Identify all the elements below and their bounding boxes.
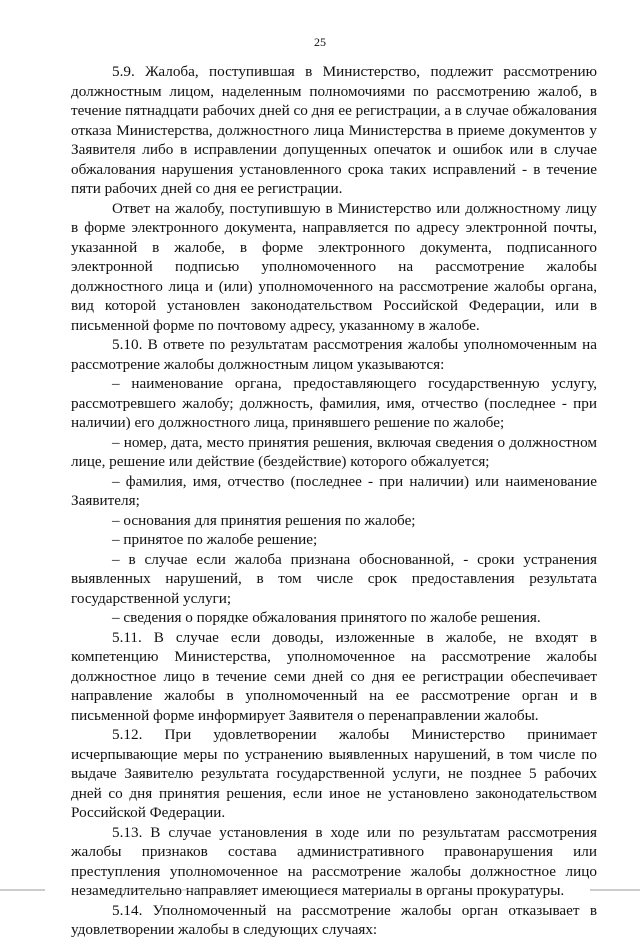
list-item-appeal-procedure: – сведения о порядке обжалования принятого по жалобе решения.: [112, 609, 541, 626]
paragraph-5-13: 5.13. В случае установления в ходе или по результатам рассмотрения жалобы признаков состава административного правонарушения или преступления уполномоченное на рассмотрение жалобы должностное лицо незамедлительно направляет имеющиеся материалы в органы прокуратуры.: [71, 823, 597, 899]
paragraph-5-9: 5.9. Жалоба, поступившая в Министерство, подлежит рассмотрению должностным лицом, наделенным полномочиями по рассмотрению жалоб, в течение пятнадцати рабочих дней со дня ее регистрации, а в случае обжалования отказа Министерства, должностного лица Министерства в приеме документов у Заявителя либо в исправлении допущенных опечаток и ошибок или в случае обжалования нарушения установленного срока таких исправлений - в течение пяти рабочих дней со дня ее регистрации.: [71, 63, 597, 197]
list-item-grounds: – основания для принятия решения по жалобе;: [112, 511, 416, 529]
list-item-remedy-deadlines: – в случае если жалоба признана обоснованной, - сроки устранения выявленных нарушений, в том числе срок предоставления результата государственной услуги;: [71, 550, 597, 607]
paragraph-5-12: 5.12. При удовлетворении жалобы Министерство принимает исчерпывающие меры по устранению выявленных нарушений, в том числе по выдаче Заявителю результата государственной услуги, не позднее 5 рабочих дней со дня принятия решения, если иное не установлено законодательством Российской Федерации.: [71, 726, 597, 821]
document-body: [71, 62, 597, 940]
list-item-applicant-name: – фамилия, имя, отчество (последнее - при наличии) или наименование Заявителя;: [71, 472, 597, 509]
paragraph-response-form: Ответ на жалобу, поступившую в Министерство или должностному лицу в форме электронного документа, направляется по адресу электронной почты, указанной в жалобе, в форме электронного документа, подписанного электронной подписью уполномоченного на рассмотрение жалобы должностного лица и (или) уполномоченного на рассмотрение жалобы органа, вид которой установлен законодательством Российской Федерации, или в письменной форме по почтовому адресу, указанному в жалобе.: [71, 199, 597, 334]
list-item-authority-name: – наименование органа, предоставляющего государственную услугу, рассмотревшего жалобу; должность, фамилия, имя, отчество (последнее - при наличии) его должностного лица, принявшего решение по жалобе;: [71, 375, 597, 431]
paragraph-5-14: 5.14. Уполномоченный на рассмотрение жалобы орган отказывает в удовлетворении жалобы в следующих случаях:: [71, 901, 597, 938]
list-item-decision: – принятое по жалобе решение;: [112, 531, 318, 548]
paragraph-5-11: 5.11. В случае если доводы, изложенные в жалобе, не входят в компетенцию Министерства, уполномоченное на рассмотрение жалобы должностное лицо в течение семи дней со дня ее регистрации обеспечивает направление жалобы в уполномоченный на ее рассмотрение орган и в письменной форме информирует Заявителя о перенаправлении жалобы.: [71, 628, 597, 724]
list-item-decision-number: – номер, дата, место принятия решения, включая сведения о должностном лице, решение или действие (бездействие) которого обжалуется;: [71, 433, 597, 470]
scan-edge-marks: [0, 886, 640, 905]
paragraph-5-10: 5.10. В ответе по результатам рассмотрения жалобы уполномоченным на рассмотрение жалобы должностным лицом указываются:: [71, 336, 597, 373]
page-number: 25: [314, 35, 326, 49]
